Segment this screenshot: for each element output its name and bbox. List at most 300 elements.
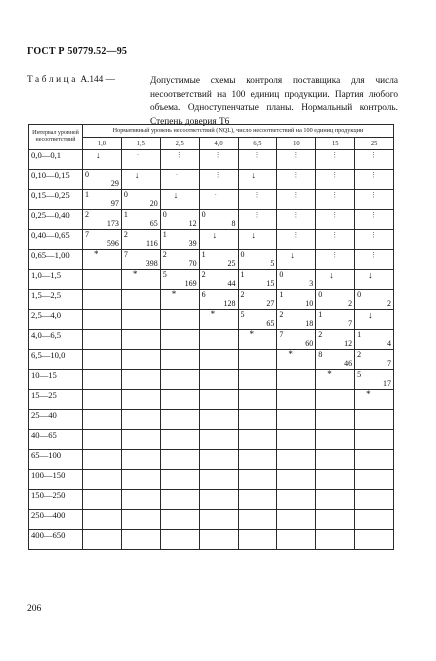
- dotted-mark: ⋮: [370, 231, 378, 239]
- plan-cell: [238, 230, 277, 250]
- sample-size: 10: [305, 299, 314, 308]
- plan-cell: [355, 510, 394, 530]
- dotted-mark: ⋮: [370, 171, 378, 179]
- plan-cell: [121, 210, 160, 230]
- plan-cell: [277, 510, 316, 530]
- plan-cell: [238, 190, 277, 210]
- acceptance-number: 0: [162, 210, 167, 219]
- interval-cell: 40—65: [29, 430, 83, 450]
- sample-size: 70: [188, 259, 197, 268]
- plan-cell: [121, 350, 160, 370]
- plan-cell: [121, 490, 160, 510]
- sample-size: 4: [387, 339, 391, 348]
- plan-cell: [83, 510, 122, 530]
- plan-cell: [355, 150, 394, 170]
- dotted-mark: ⋮: [331, 171, 339, 179]
- dotted-mark: ⋮: [331, 211, 339, 219]
- plan-cell: [316, 410, 355, 430]
- acceptance-number: 0: [318, 290, 323, 299]
- interval-cell: 100—150: [29, 470, 83, 490]
- plan-cell: [355, 450, 394, 470]
- acceptance-number: 7: [279, 330, 284, 339]
- table-row: [29, 330, 394, 350]
- table-caption-label: [27, 75, 115, 85]
- acceptance-number: 1: [201, 250, 206, 259]
- plan-cell: [277, 410, 316, 430]
- sample-size: 18: [305, 319, 314, 328]
- level-column-header: Нормативный уровень несоответствий (NQL), число несоответствий на 100 единиц продукции: [83, 125, 394, 138]
- sample-size: 25: [227, 259, 236, 268]
- interval-cell: 0,40—0,65: [29, 230, 83, 250]
- acceptance-number: 0: [85, 170, 89, 179]
- dotted-mark: ·: [136, 151, 140, 159]
- asterisk-mark: *: [288, 349, 293, 359]
- plan-cell: [277, 390, 316, 410]
- sample-size: 17: [383, 379, 391, 388]
- table-row: [29, 350, 394, 370]
- plan-cell: [277, 170, 316, 190]
- sample-size: 169: [184, 279, 197, 288]
- plan-cell: [121, 170, 160, 190]
- plan-cell: [277, 530, 316, 550]
- plan-cell: [238, 270, 277, 290]
- interval-cell: 1,0—1,5: [29, 270, 83, 290]
- table-body: [29, 150, 394, 550]
- plan-cell: [199, 190, 238, 210]
- table-row: [29, 530, 394, 550]
- plan-cell: [160, 450, 199, 470]
- arrow-down-icon: ↓: [368, 270, 373, 280]
- acceptance-number: 2: [357, 350, 362, 359]
- sample-size: 12: [344, 339, 353, 348]
- acceptance-number: 1: [240, 270, 245, 279]
- acceptance-number: 1: [318, 310, 323, 319]
- table-row: [29, 250, 394, 270]
- document-header: ГОСТ Р 50779.52—95: [27, 46, 128, 57]
- plan-cell: [121, 530, 160, 550]
- dotted-mark: ⋮: [253, 211, 261, 219]
- arrow-down-icon: ↓: [134, 170, 140, 180]
- plan-cell: [83, 270, 122, 290]
- asterisk-mark: *: [366, 389, 371, 399]
- table-row: [29, 150, 394, 170]
- acceptance-number: 1: [85, 190, 89, 199]
- plan-cell: [238, 250, 277, 270]
- plan-cell: [238, 430, 277, 450]
- plan-cell: [199, 250, 238, 270]
- dotted-mark: ⋮: [331, 151, 339, 159]
- plan-cell: [238, 370, 277, 390]
- plan-cell: [238, 150, 277, 170]
- level-header-cell: 15: [316, 138, 355, 150]
- plan-cell: [83, 310, 122, 330]
- sample-size: 2: [348, 299, 353, 308]
- plan-cell: [83, 210, 122, 230]
- plan-cell: [83, 450, 122, 470]
- plan-cell: [83, 370, 122, 390]
- arrow-down-icon: ↓: [212, 230, 218, 240]
- plan-cell: [83, 410, 122, 430]
- table-row: [29, 190, 394, 210]
- asterisk-mark: *: [249, 329, 254, 339]
- plan-cell: [121, 370, 160, 390]
- page-number: 206: [27, 604, 42, 614]
- table-row: [29, 410, 394, 430]
- dotted-mark: ⋮: [253, 191, 261, 199]
- acceptance-number: 2: [85, 210, 89, 219]
- sample-size: 15: [266, 279, 275, 288]
- plan-cell: [316, 390, 355, 410]
- plan-cell: [199, 370, 238, 390]
- sample-size: 29: [110, 179, 119, 188]
- plan-cell: [160, 190, 199, 210]
- interval-cell: 0,10—0,15: [29, 170, 83, 190]
- sample-size: 7: [387, 359, 391, 368]
- dotted-mark: ⋮: [331, 251, 339, 259]
- plan-cell: [199, 170, 238, 190]
- plan-cell: [316, 530, 355, 550]
- acceptance-number: 5: [357, 370, 362, 379]
- plan-cell: [277, 450, 316, 470]
- plan-cell: [355, 330, 394, 350]
- asterisk-mark: *: [210, 309, 216, 319]
- plan-cell: [355, 390, 394, 410]
- table-row: [29, 290, 394, 310]
- plan-cell: [277, 470, 316, 490]
- plan-cell: [83, 190, 122, 210]
- plan-cell: [277, 370, 316, 390]
- plan-cell: [316, 330, 355, 350]
- arrow-down-icon: ↓: [368, 310, 373, 320]
- arrow-down-icon: ↓: [173, 190, 179, 200]
- plan-cell: [160, 530, 199, 550]
- interval-cell: 2,5—4,0: [29, 310, 83, 330]
- interval-cell: 0,15—0,25: [29, 190, 83, 210]
- arrow-down-icon: ↓: [251, 170, 256, 180]
- table-row: [29, 270, 394, 290]
- arrow-down-icon: ↓: [96, 150, 101, 160]
- plan-cell: [199, 310, 238, 330]
- arrow-down-icon: ↓: [329, 270, 334, 280]
- plan-cell: [277, 330, 316, 350]
- sample-size: 12: [188, 219, 197, 228]
- dotted-mark: ⋮: [292, 211, 300, 219]
- dotted-mark: ·: [214, 191, 217, 199]
- plan-cell: [121, 270, 160, 290]
- plan-cell: [83, 250, 122, 270]
- plan-cell: [199, 510, 238, 530]
- acceptance-number: 0: [279, 270, 284, 279]
- caption-word: Таблица: [27, 75, 78, 85]
- plan-cell: [83, 290, 122, 310]
- plan-cell: [277, 250, 316, 270]
- table-row: [29, 390, 394, 410]
- sample-size: 116: [146, 239, 158, 248]
- plan-cell: [199, 470, 238, 490]
- asterisk-mark: *: [94, 249, 99, 259]
- table-caption-text: Допустимые схемы контроля поставщика для числа несоответствий на 100 единиц продукции. Партия любого объема. Одноступенчатые планы. Нормальный контроль. Степень доверия Т6: [150, 76, 398, 127]
- plan-cell: [316, 270, 355, 290]
- sample-size: 7: [348, 319, 353, 328]
- plan-cell: [355, 350, 394, 370]
- acceptance-number: 1: [357, 330, 362, 339]
- plan-cell: [238, 470, 277, 490]
- plan-cell: [121, 410, 160, 430]
- dotted-mark: ⋮: [370, 191, 378, 199]
- table-row: [29, 450, 394, 470]
- plan-cell: [160, 370, 199, 390]
- plan-cell: [238, 510, 277, 530]
- level-header-cell: 1,5: [121, 138, 160, 150]
- plan-cell: [355, 190, 394, 210]
- plan-cell: [83, 430, 122, 450]
- dotted-mark: ⋮: [292, 231, 300, 239]
- acceptance-number: 2: [123, 230, 128, 239]
- dotted-mark: ⋮: [292, 151, 300, 159]
- plan-cell: [83, 470, 122, 490]
- interval-cell: 4,0—6,5: [29, 330, 83, 350]
- plan-cell: [355, 250, 394, 270]
- sample-size: 20: [149, 199, 158, 208]
- plan-cell: [277, 490, 316, 510]
- sample-size: 60: [305, 339, 314, 348]
- plan-cell: [160, 210, 199, 230]
- acceptance-number: 2: [201, 270, 206, 279]
- sample-size: 44: [227, 279, 236, 288]
- plan-cell: [355, 270, 394, 290]
- plan-cell: [238, 490, 277, 510]
- sample-size: 27: [266, 299, 275, 308]
- plan-cell: [121, 250, 160, 270]
- plan-cell: [160, 230, 199, 250]
- plan-cell: [199, 530, 238, 550]
- asterisk-mark: *: [171, 289, 177, 299]
- level-header-cell: 4,0: [199, 138, 238, 150]
- plan-cell: [121, 290, 160, 310]
- plan-cell: [355, 430, 394, 450]
- plan-cell: [83, 490, 122, 510]
- plan-cell: [160, 470, 199, 490]
- table-row: [29, 310, 394, 330]
- plan-cell: [160, 270, 199, 290]
- plan-cell: [355, 530, 394, 550]
- dotted-mark: ⋮: [214, 151, 222, 159]
- table-row: [29, 510, 394, 530]
- plan-cell: [160, 250, 199, 270]
- acceptance-number: 0: [123, 190, 128, 199]
- plan-cell: [238, 450, 277, 470]
- dotted-mark: ⋮: [331, 231, 339, 239]
- interval-cell: 400—650: [29, 530, 83, 550]
- plan-cell: [355, 490, 394, 510]
- plan-cell: [316, 170, 355, 190]
- plan-cell: [355, 230, 394, 250]
- dotted-mark: ⋮: [331, 191, 339, 199]
- table-row: [29, 230, 394, 250]
- dotted-mark: ⋮: [292, 191, 300, 199]
- dotted-mark: ⋮: [253, 151, 261, 159]
- plan-cell: [160, 510, 199, 530]
- plan-cell: [238, 330, 277, 350]
- plan-cell: [355, 410, 394, 430]
- plan-cell: [121, 230, 160, 250]
- table-row: [29, 370, 394, 390]
- plan-cell: [199, 490, 238, 510]
- dotted-mark: ⋮: [370, 251, 378, 259]
- level-header-cell: 25: [355, 138, 394, 150]
- plan-cell: [316, 210, 355, 230]
- plan-cell: [238, 290, 277, 310]
- acceptance-plan-table: [28, 124, 394, 550]
- dotted-mark: ⋮: [292, 171, 300, 179]
- caption-number: А.144 —: [80, 75, 115, 85]
- plan-cell: [83, 330, 122, 350]
- plan-cell: [199, 390, 238, 410]
- plan-cell: [199, 430, 238, 450]
- acceptance-number: 1: [279, 290, 284, 299]
- sample-size: 596: [106, 239, 119, 248]
- interval-cell: 6,5—10,0: [29, 350, 83, 370]
- plan-cell: [199, 210, 238, 230]
- acceptance-number: 1: [123, 210, 128, 219]
- plan-cell: [83, 390, 122, 410]
- dotted-mark: ⋮: [370, 211, 378, 219]
- table-row: [29, 210, 394, 230]
- sample-size: 3: [309, 279, 314, 288]
- arrow-down-icon: ↓: [251, 230, 256, 240]
- plan-cell: [277, 310, 316, 330]
- plan-cell: [355, 310, 394, 330]
- plan-cell: [160, 390, 199, 410]
- plan-cell: [199, 150, 238, 170]
- plan-cell: [160, 330, 199, 350]
- plan-cell: [199, 350, 238, 370]
- table-row: [29, 470, 394, 490]
- plan-cell: [83, 170, 122, 190]
- plan-cell: [83, 150, 122, 170]
- dotted-mark: ⋮: [370, 151, 378, 159]
- acceptance-number: 2: [279, 310, 284, 319]
- plan-cell: [277, 190, 316, 210]
- acceptance-number: 2: [162, 250, 167, 259]
- plan-cell: [160, 350, 199, 370]
- plan-cell: [277, 150, 316, 170]
- plan-cell: [355, 370, 394, 390]
- acceptance-number: 6: [201, 290, 206, 299]
- level-header-cell: 6,5: [238, 138, 277, 150]
- sample-size: 398: [145, 259, 158, 268]
- dotted-mark: ⋮: [175, 151, 183, 159]
- plan-cell: [238, 530, 277, 550]
- arrow-down-icon: ↓: [290, 250, 295, 260]
- plan-cell: [316, 470, 355, 490]
- table-header-row: [29, 125, 394, 138]
- interval-cell: 15—25: [29, 390, 83, 410]
- plan-cell: [277, 270, 316, 290]
- acceptance-number: 7: [123, 250, 128, 259]
- plan-cell: [199, 410, 238, 430]
- plan-cell: [160, 430, 199, 450]
- sample-size: 173: [106, 219, 119, 228]
- sample-size: 97: [110, 199, 119, 208]
- sample-size: 39: [188, 239, 197, 248]
- plan-cell: [355, 210, 394, 230]
- dotted-mark: ⋮: [214, 171, 222, 179]
- plan-cell: [199, 450, 238, 470]
- interval-cell: 10—15: [29, 370, 83, 390]
- plan-cell: [277, 350, 316, 370]
- plan-cell: [121, 510, 160, 530]
- acceptance-number: 2: [318, 330, 323, 339]
- acceptance-number: 8: [318, 350, 323, 359]
- plan-cell: [160, 310, 199, 330]
- plan-cell: [121, 330, 160, 350]
- plan-cell: [277, 230, 316, 250]
- plan-cell: [199, 330, 238, 350]
- interval-cell: 1,5—2,5: [29, 290, 83, 310]
- plan-cell: [160, 410, 199, 430]
- plan-cell: [355, 290, 394, 310]
- plan-cell: [83, 230, 122, 250]
- plan-cell: [121, 150, 160, 170]
- acceptance-number: 5: [162, 270, 167, 279]
- plan-cell: [316, 250, 355, 270]
- plan-cell: [121, 190, 160, 210]
- acceptance-number: 0: [357, 290, 362, 299]
- plan-cell: [238, 390, 277, 410]
- plan-cell: [355, 470, 394, 490]
- table-row: [29, 170, 394, 190]
- table-row: [29, 490, 394, 510]
- asterisk-mark: *: [327, 369, 332, 379]
- interval-column-header: Интервал уровней несоответствий: [29, 125, 83, 150]
- sample-size: 65: [149, 219, 158, 228]
- plan-cell: [316, 190, 355, 210]
- plan-cell: [160, 490, 199, 510]
- plan-cell: [160, 290, 199, 310]
- plan-cell: [121, 470, 160, 490]
- acceptance-number: 0: [201, 210, 206, 219]
- sample-size: 46: [344, 359, 353, 368]
- plan-cell: [316, 150, 355, 170]
- acceptance-number: 5: [240, 310, 245, 319]
- plan-cell: [316, 310, 355, 330]
- plan-cell: [316, 490, 355, 510]
- interval-cell: 250—400: [29, 510, 83, 530]
- interval-cell: 0,65—1,00: [29, 250, 83, 270]
- interval-cell: 25—40: [29, 410, 83, 430]
- plan-cell: [199, 270, 238, 290]
- plan-cell: [121, 430, 160, 450]
- acceptance-number: 1: [162, 230, 167, 239]
- plan-cell: [316, 290, 355, 310]
- plan-cell: [121, 310, 160, 330]
- plan-cell: [238, 170, 277, 190]
- plan-cell: [238, 410, 277, 430]
- interval-cell: 0,0—0,1: [29, 150, 83, 170]
- plan-cell: [277, 210, 316, 230]
- level-values-row: [29, 138, 394, 150]
- acceptance-number: 2: [240, 290, 245, 299]
- sample-size: 5: [270, 259, 275, 268]
- interval-cell: 150—250: [29, 490, 83, 510]
- plan-cell: [238, 310, 277, 330]
- plan-cell: [199, 230, 238, 250]
- sample-size: 128: [223, 299, 236, 308]
- plan-cell: [199, 290, 238, 310]
- dotted-mark: ·: [175, 171, 179, 179]
- plan-cell: [316, 510, 355, 530]
